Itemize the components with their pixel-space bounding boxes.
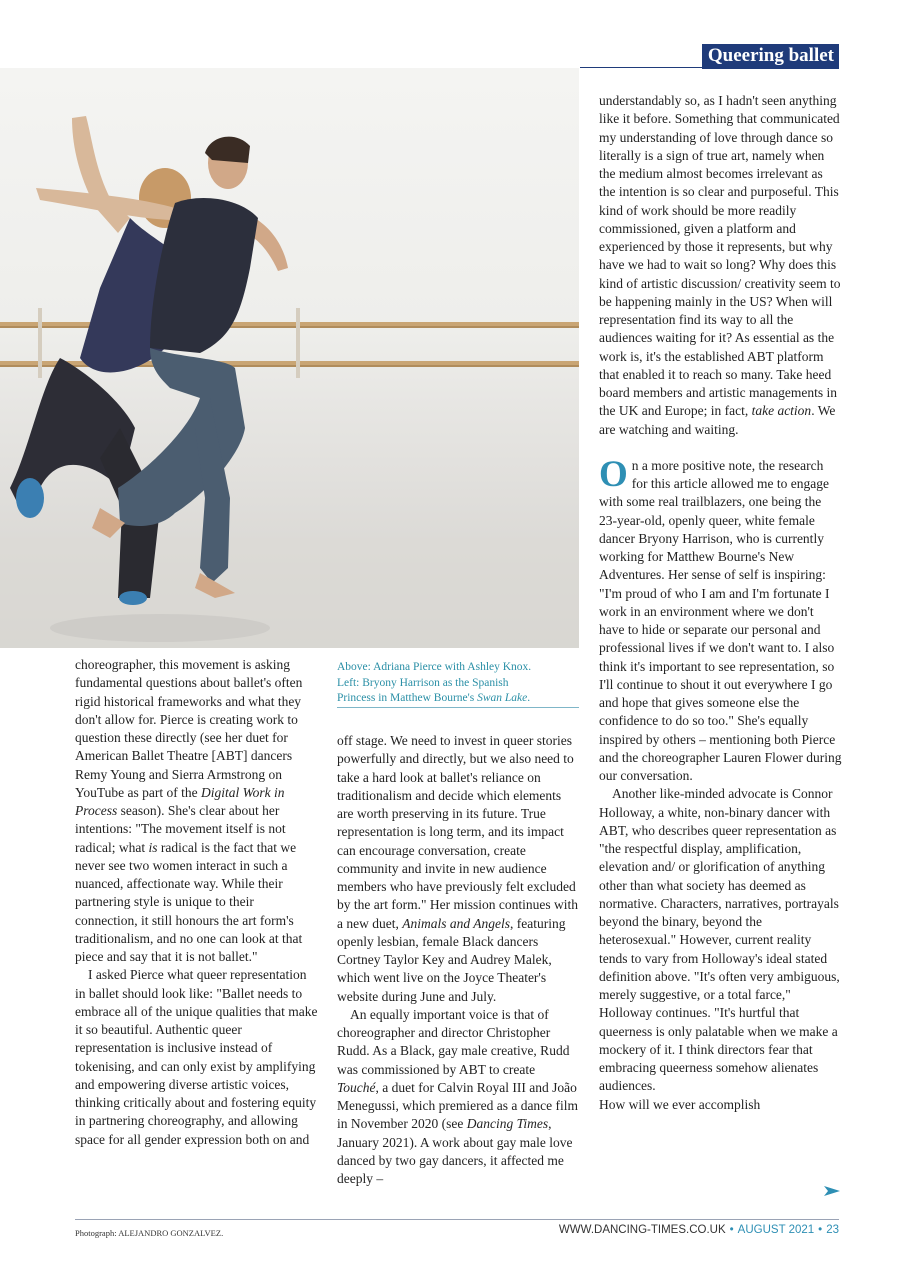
text: understandably so, as I hadn't seen anything like it before. Something that communicated my understanding of love through dance so literally is a sign of true art, namely when the medium almost becomes irrelevant as the intention is so clear and purposeful. This kind of work should be more readily commissioned, given a platform and experienced by those it represents, but why have we had to wait so long? Why does this kind of artistic discussion/ creativity seem to be happening mainly in the US? When will representation find its way to all the audiences waiting for it? As essential as the work is, it's the established ABT platform that enabled it to reach so many. Take heed board members and artistic managements in the UK and Europe; in fact, — [599, 93, 841, 419]
column-1 — [75, 656, 318, 1149]
paragraph — [599, 453, 842, 786]
paragraph — [337, 732, 579, 1006]
text: . We are watching and waiting. — [599, 403, 836, 437]
text: off stage. We need to invest in queer stories powerfully and directly, but we also need to take a hard look at ballet's reliance on traditionalism and decide which elements are worth preserving in its future. True representation is long term, and its impact can encourage conversation, create community and invite in new audience members who have previously felt excluded by the art form." Her mission continues with a new duet, — [337, 733, 578, 931]
paragraph: Another like-minded advocate is Connor Holloway, a white, non-binary dancer with ABT, who describes queer representation as "the respectful display, amplification, elevation and/ or glorification of anything other than what society has deemed as normative. Characters, narratives, portrayals beyond the binary, beyond the heterosexual." However, current reality tends to vary from Holloway's ideal stated definition above. "It's often very ambiguous, merely suggestive, or a total farce," Holloway continues. "It's hurtful that queerness is only palatable when we make a mockery of it. I think directors fear that embracing queerness somehow alienates audiences. — [599, 786, 840, 1094]
column-2 — [337, 732, 579, 1188]
text: , January 2021). A work about gay male love danced by two gay dancers, it affected me deeply – — [337, 1116, 573, 1186]
caption-text: . — [527, 692, 531, 705]
section-title: Queering ballet — [702, 44, 839, 69]
paragraph — [75, 656, 318, 966]
paragraph — [599, 92, 842, 439]
footer-info: WWW.DANCING-TIMES.CO.UK • AUGUST 2021 • 23 — [558, 1224, 839, 1236]
drop-cap: O — [599, 453, 628, 495]
text: choreographer, this movement is asking fundamental questions about ballet's often rigid historical frameworks and what they don't allow for. Pierce is creating work to question these directly (see her duet for American Ballet Theatre [ABT] dancers Remy Young and Sierra Armstrong on YouTube as part of the — [75, 657, 303, 800]
page-number: 23 — [826, 1224, 839, 1236]
text: radical is the fact that we never see two women interact in such a nuanced, affectionate way. While their partnering style is unique to their connection, it still honours the art form's traditionalism, and no one can look at that piece and say that it is not ballet." — [75, 839, 303, 964]
text: , featuring openly lesbian, female Black dancers Cortney Taylor Key and Audrey Malek, which went live on the Joyce Theater's website during June and July. — [337, 915, 566, 1004]
text-italic: is — [148, 839, 158, 855]
text-italic: Animals and Angels — [402, 915, 510, 931]
website: WWW.DANCING-TIMES.CO.UK — [558, 1224, 726, 1236]
text: An equally important voice is that of choreographer and director Christopher Rudd. As a Black, gay male creative, Rudd was commissioned by ABT to create — [337, 1006, 570, 1077]
text: season). She's clear about her intentions: "The movement itself is not radical; what — [75, 803, 286, 855]
text-italic: take action — [751, 403, 812, 419]
photo-credit: Photograph: ALEJANDRO GONZALVEZ. — [75, 1228, 224, 1238]
caption-line: Above: Adriana Pierce with Ashley Knox. — [337, 661, 532, 673]
caption-line — [337, 691, 575, 707]
text: , a duet for Calvin Royal III and João Menegussi, which premiered as a dance film in November 2020 (see — [337, 1079, 579, 1132]
caption-title: Swan Lake — [477, 692, 528, 705]
text: n a more positive note, the research for this article allowed me to engage with some real trailblazers, one being the 23-year-old, openly queer, white female dancer Bryony Harrison, who is currently working for Matthew Bourne's New Adventures. Her sense of self is inspiring: "I'm proud of who I am and I'm fortunate I work in an environment where we don't have to hide or separate our personal and professional lives if we don't want to. I also think it's important to see representation, so I'll continue to shout it out everywhere I go and hope that gives someone else the confidence to do so too." She's equally inspired by others – mentioning both Pierce and the choreographer Lauren Flower during our conversation. — [599, 457, 842, 783]
paragraph: How will we ever accomplish — [599, 1096, 761, 1112]
issue-date: AUGUST 2021 — [737, 1224, 815, 1236]
column-3 — [599, 92, 842, 1114]
photo-caption — [337, 660, 575, 707]
footer-rule — [75, 1219, 839, 1220]
dancers-photo — [0, 68, 579, 648]
text-italic: Dancing Times — [466, 1116, 549, 1132]
text-italic: Touché — [337, 1079, 376, 1095]
text-italic: Digital Work in Process — [75, 784, 285, 818]
paragraph: I asked Pierce what queer representation in ballet should look like: "Ballet needs to embrace all of the unique qualities that make it so beautiful. Authentic queer representation is inclusive instead of tokenising, and can only exist by amplifying and empowering diverse artistic voices, thinking critically about and fostering equity in partnering choreography, and allowing space for all gender expression both on and — [75, 967, 318, 1147]
header-rule — [580, 67, 839, 68]
caption-line: Left: Bryony Harrison as the Spanish — [337, 676, 509, 689]
continue-arrow-icon — [824, 1186, 840, 1196]
caption-text: Princess in Matthew Bourne's — [337, 692, 478, 705]
dancers-illustration — [0, 68, 579, 648]
caption-rule — [337, 707, 579, 708]
paragraph — [337, 1006, 579, 1189]
